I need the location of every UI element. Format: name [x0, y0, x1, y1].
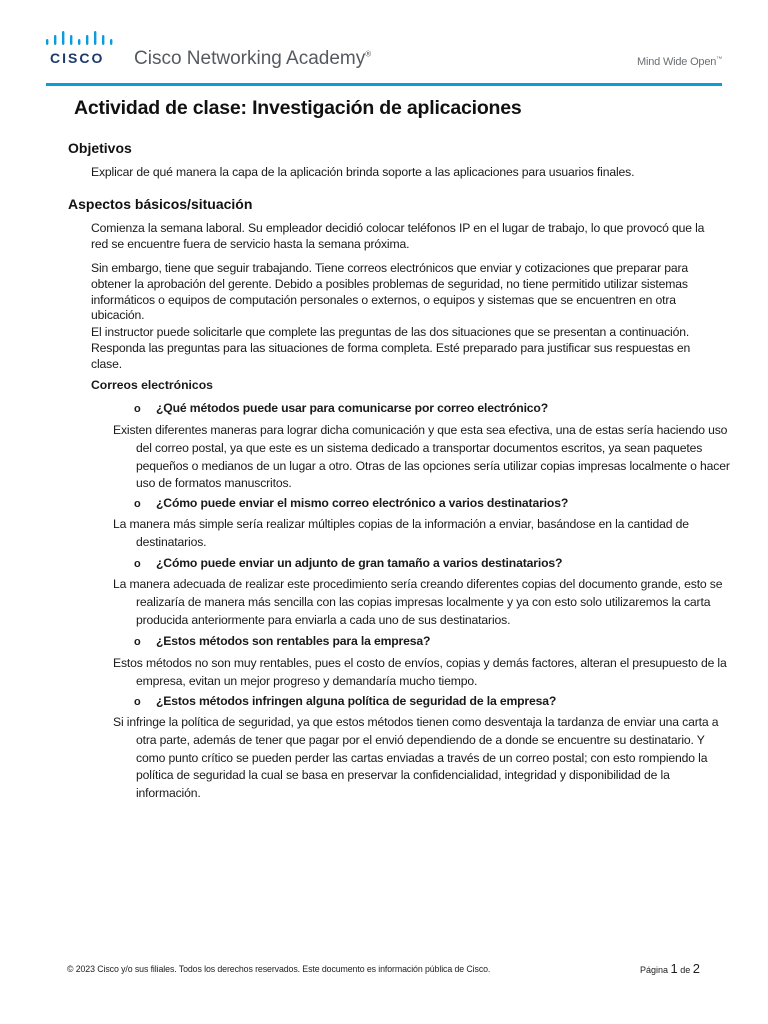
- answer-text: Si infringe la política de seguridad, ya que estos métodos tienen como desventaja la tardanza de enviar una carta a otra parte, además de tener que pagar por el envió dependiendo de a donde se encuentre su destinatario. Y como punto crítico se pueden perder las cartas enviadas a través de un correo postal; con esto rompiendo la política de seguridad la cual se basa en preservar la confidencialidad, integridad y disponibilidad de la información.: [113, 715, 719, 801]
- bullet-icon: o: [134, 403, 141, 415]
- question-item: o ¿Qué métodos puede usar para comunicarse por correo electrónico?: [134, 401, 549, 415]
- question-item: o ¿Cómo puede enviar el mismo correo electrónico a varios destinatarios?: [134, 496, 569, 510]
- header-rule: [46, 83, 722, 86]
- objectives-heading: Objetivos: [68, 140, 132, 156]
- scenario-paragraph: Sin embargo, tiene que seguir trabajando. Tiene correos electrónicos que enviar y cotizaciones que preparar para obtener la aprobación del gerente. Debido a posibles problemas de seguridad, no tiene permitido utilizar sistemas informáticos o equipos de computación personales o externos, o equipos y sistemas que se encuentren en otra ubicación.: [91, 261, 689, 323]
- page-title: Actividad de clase: Investigación de aplicaciones: [74, 97, 522, 119]
- answer-text: Estos métodos no son muy rentables, pues el costo de envíos, copias y demás factores, alteran el presupuesto de la empresa, evitan un mejor progreso y demandaría mucho tiempo.: [113, 656, 727, 688]
- cisco-logo: [44, 30, 120, 70]
- bullet-icon: o: [134, 498, 141, 510]
- bullet-icon: o: [134, 636, 141, 648]
- footer-copyright: © 2023 Cisco y/o sus filiales. Todos los derechos reservados. Este documento es información pública de Cisco.: [67, 964, 491, 974]
- cisco-bridge-icon: [44, 30, 114, 50]
- cisco-wordmark: CISCO: [50, 50, 105, 66]
- page-header: [0, 0, 768, 96]
- answer-text: Existen diferentes maneras para lograr dicha comunicación y que esta sea efectiva, una de estas sería haciendo uso del correo postal, ya que este es un sistema dedicado a transportar documentos escritos, ya sean paquetes pequeños o medianos de un lugar a otro. Otras de las opciones sería utilizar copias impresas localmente o hacer uso de formatos manuscritos.: [113, 423, 730, 491]
- objectives-text: Explicar de qué manera la capa de la aplicación brinda soporte a las aplicaciones para usuarios finales.: [91, 165, 635, 179]
- bullet-icon: o: [134, 558, 141, 570]
- tagline: Mind Wide Open™: [637, 56, 722, 68]
- scenario-paragraph: Comienza la semana laboral. Su empleador decidió colocar teléfonos IP en el lugar de trabajo, lo que provocó que la red se encuentre fuera de servicio hasta la semana próxima.: [91, 221, 705, 251]
- scenario-paragraph: El instructor puede solicitarle que complete las preguntas de las dos situaciones que se presentan a continuación. Responda las preguntas para las situaciones de forma completa. Esté preparado para justificar sus respuestas en clase.: [91, 325, 691, 371]
- email-section-heading: Correos electrónicos: [91, 378, 213, 392]
- academy-name: Cisco Networking Academy®: [134, 48, 372, 69]
- question-item: o ¿Estos métodos infringen alguna política de seguridad de la empresa?: [134, 694, 557, 708]
- question-item: o ¿Estos métodos son rentables para la empresa?: [134, 634, 431, 648]
- page-number: Página 1 de 2: [639, 961, 700, 976]
- bullet-icon: o: [134, 696, 141, 708]
- question-item: o ¿Cómo puede enviar un adjunto de gran tamaño a varios destinatarios?: [134, 556, 563, 570]
- scenario-heading: Aspectos básicos/situación: [68, 196, 253, 212]
- answer-text: La manera más simple sería realizar múltiples copias de la información a enviar, basándose en la cantidad de destinatarios.: [113, 517, 689, 549]
- answer-text: La manera adecuada de realizar este procedimiento sería creando diferentes copias del documento grande, esto se realizaría de manera más sencilla con las copias impresas localmente y ya con esto solo utilizaremos la carta producida anteriormente para enviarla a cada uno de sus destinatarios.: [113, 577, 723, 627]
